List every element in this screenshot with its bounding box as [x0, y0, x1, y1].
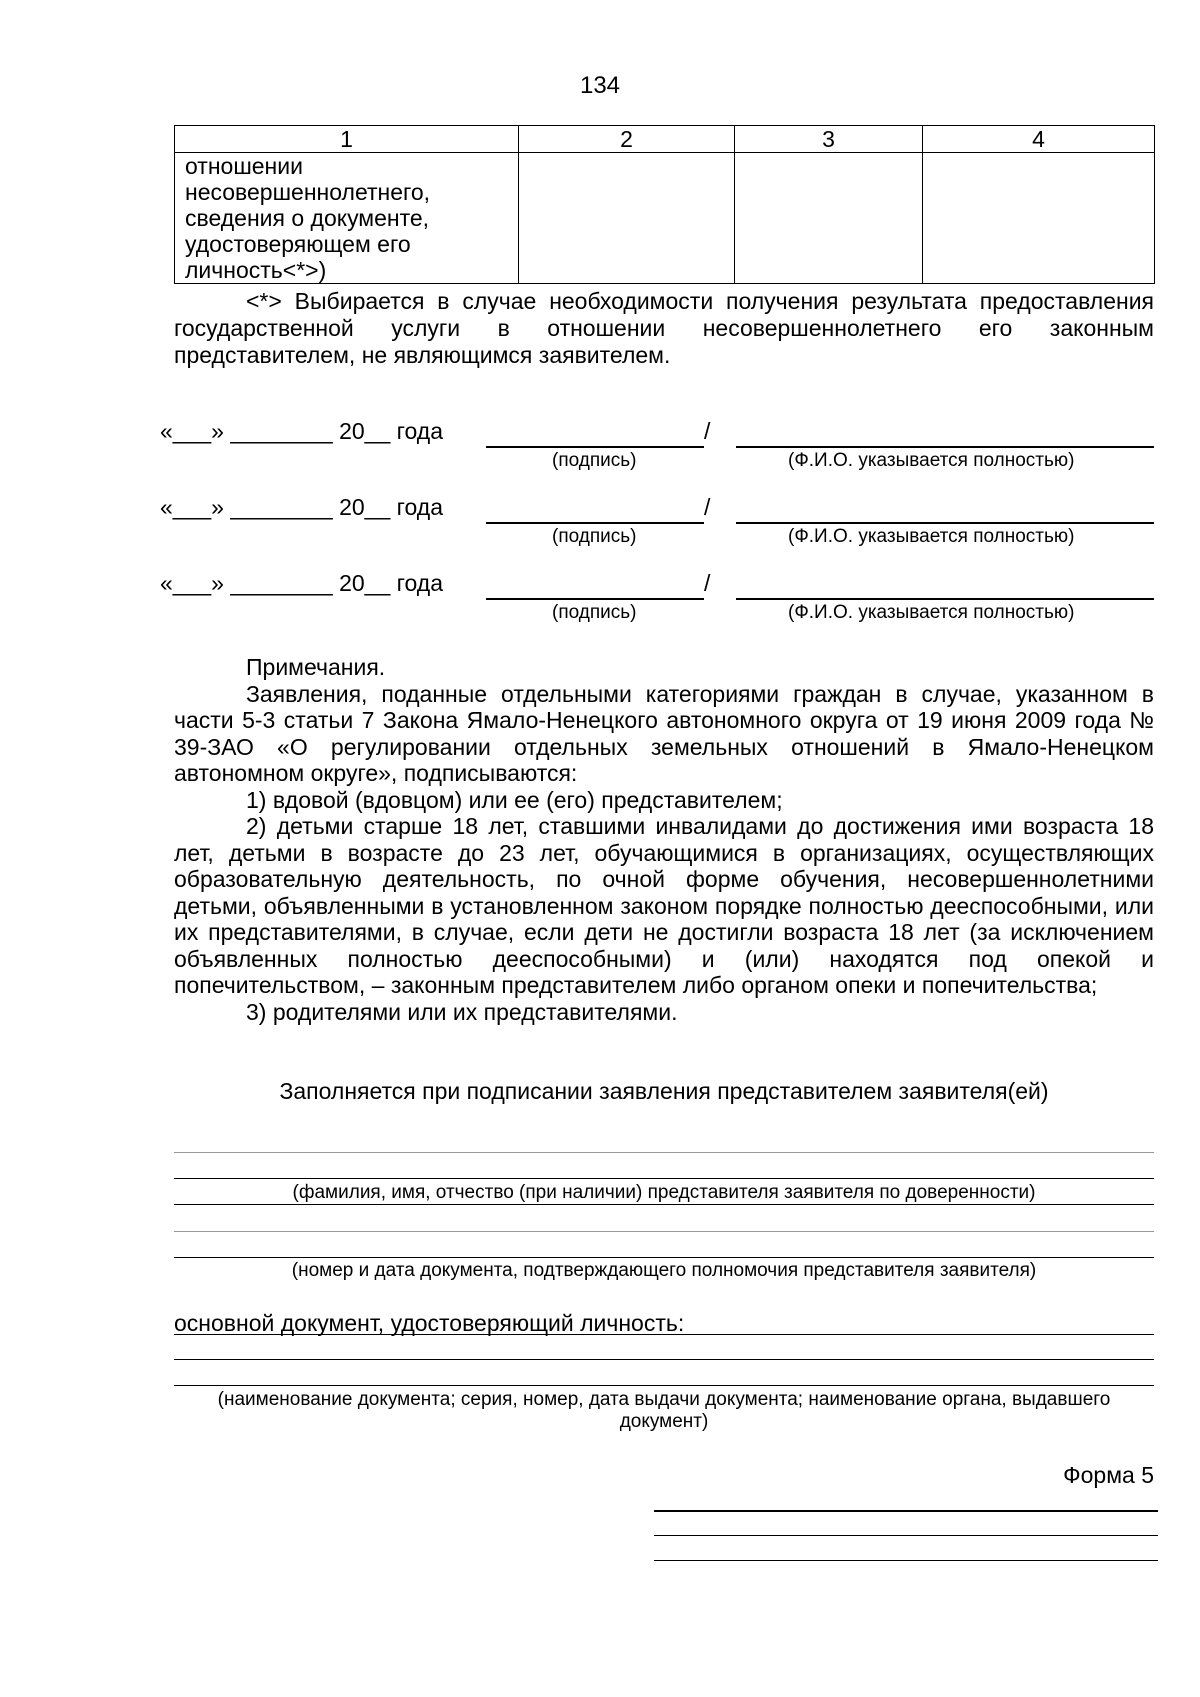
table-header-cell: 1: [175, 126, 519, 153]
identity-document-label: основной документ, удостоверяющий личность:: [174, 1310, 685, 1336]
signature-row: [160, 570, 1154, 630]
signature-caption: (подпись): [552, 602, 637, 623]
addressee-line[interactable]: [654, 1535, 1158, 1536]
table-cell-description: отношении несовершеннолетнего, сведения о документе, удостоверяющем его личность<*>): [175, 153, 519, 284]
addressee-line[interactable]: [654, 1510, 1158, 1512]
full-name-line[interactable]: [736, 522, 1154, 524]
representative-title: Заполняется при подписании заявления представителем заявителя(ей): [279, 1078, 1049, 1104]
notes-intro: Заявления, поданные отдельными категориями граждан в случае, указанном в части 5-3 статьи 7 Закона Ямало-Ненецкого автономного округа от 19 июня 2009 года № 39-ЗАО «О регулировании отдельных земельных отношений в Ямало-Ненецком автономном округе», подписываются:: [174, 680, 1154, 786]
identity-document-line[interactable]: [174, 1385, 1154, 1386]
signature-line[interactable]: [486, 598, 704, 600]
table-header-cell: 4: [923, 126, 1155, 153]
signature-date[interactable]: «___» ________ 20__ года: [160, 570, 444, 596]
addressee-line[interactable]: [654, 1560, 1158, 1561]
signature-date[interactable]: «___» ________ 20__ года: [160, 418, 444, 444]
notes-item: 3) родителями или их представителями.: [246, 998, 678, 1025]
applicant-table: [174, 125, 1155, 284]
table-header-row: [175, 126, 1155, 153]
signature-row: [160, 418, 1154, 478]
full-name-caption: (Ф.И.О. указывается полностью): [788, 526, 1075, 547]
table-row: [175, 153, 1155, 284]
representative-name-caption: (фамилия, имя, отчество (при наличии) представителя заявителя по доверенности): [292, 1182, 1036, 1203]
notes-item: 1) вдовой (вдовцом) или ее (его) представителем;: [246, 786, 783, 813]
full-name-line[interactable]: [736, 446, 1154, 448]
notes-item: 2) детьми старше 18 лет, ставшими инвалидами до достижения ими возраста 18 лет, детьми в возрасте до 23 лет, обучающимися в организациях, осуществляющих образовательную деятельность, по очной форме обучения, несовершеннолетними детьми, объявленными в установленном законом порядке полностью дееспособными, или их представителями, в случае, если дети не достигли возраста 18 лет (за исключением объявленных полностью дееспособными) и (или) находятся под опекой и попечительством, – законным представителем либо органом опеки и попечительства;: [174, 813, 1154, 998]
notes-title: Примечания.: [246, 654, 386, 680]
notes-section: [174, 654, 1154, 1025]
footnote: [174, 288, 1154, 369]
representative-name-line[interactable]: [174, 1152, 1154, 1153]
signature-row: [160, 494, 1154, 554]
authority-document-caption: (номер и дата документа, подтверждающего полномочия представителя заявителя): [291, 1260, 1037, 1281]
signature-slash: /: [704, 570, 711, 596]
table-header-cell: 2: [519, 126, 735, 153]
page-number: 134: [579, 72, 621, 99]
identity-document-caption: (наименование документа; серия, номер, дата выдачи документа; наименование органа, выдавшего документ): [217, 1389, 1111, 1432]
table-cell-empty[interactable]: [923, 153, 1155, 284]
signature-caption: (подпись): [552, 526, 637, 547]
table-header-cell: 3: [735, 126, 923, 153]
full-name-caption: (Ф.И.О. указывается полностью): [788, 450, 1075, 471]
signature-caption: (подпись): [552, 450, 637, 471]
form-label: Форма 5: [1063, 1462, 1154, 1488]
signature-line[interactable]: [486, 522, 704, 524]
identity-document-line[interactable]: [174, 1334, 1154, 1335]
table-cell-empty[interactable]: [735, 153, 923, 284]
authority-document-line[interactable]: [174, 1231, 1154, 1232]
divider: [174, 1204, 1154, 1205]
signature-line[interactable]: [486, 446, 704, 448]
full-name-caption: (Ф.И.О. указывается полностью): [788, 602, 1075, 623]
authority-document-line[interactable]: [174, 1257, 1154, 1258]
full-name-line[interactable]: [736, 598, 1154, 600]
footnote-text: <*> Выбирается в случае необходимости получения результата предоставления государственной услуги в отношении несовершеннолетнего его законным представителем, не являющимся заявителем.: [174, 288, 1154, 368]
identity-document-line[interactable]: [174, 1359, 1154, 1360]
representative-name-line[interactable]: [174, 1178, 1154, 1179]
signature-slash: /: [704, 418, 711, 444]
table-cell-empty[interactable]: [519, 153, 735, 284]
signature-date[interactable]: «___» ________ 20__ года: [160, 494, 444, 520]
signature-slash: /: [704, 494, 711, 520]
